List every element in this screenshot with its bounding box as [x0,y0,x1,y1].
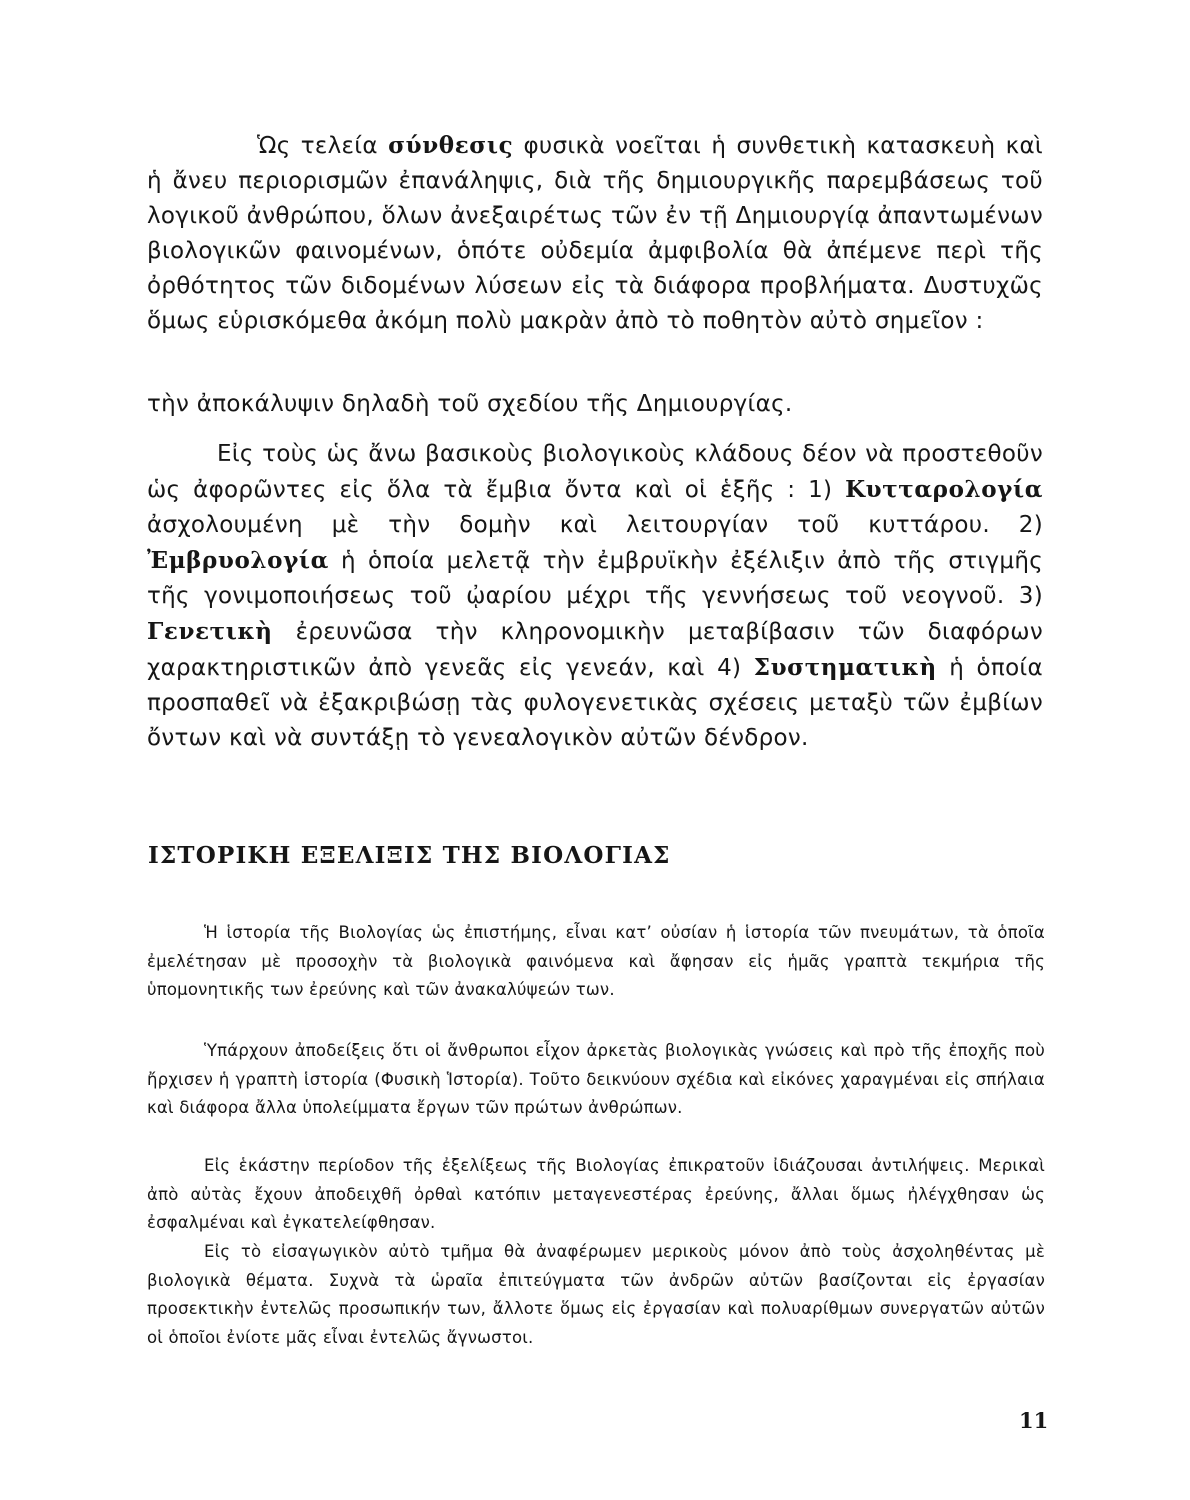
paragraph-branches [147,437,1043,756]
bold-term-synthesis: σύνθεσις [388,132,514,159]
history-paragraph-4: Εἰς τὸ εἰσαγωγικὸν αὐτὸ τμῆμα θὰ ἀναφέρωμεν μερικοὺς μόνον ἀπὸ τοὺς ἀσχοληθέντας μὲ βιολογικὰ θέματα. Συχνὰ τὰ ὡραῖα ἐπιτεύγματα τῶν ἀνδρῶν αὐτῶν βασίζονται εἰς ἐργασίαν προσεκτικὴν ἐντελῶς προσωπικήν των, ἄλλοτε ὅμως εἰς ἐργασίαν καὶ πολυαρίθμων συνεργατῶν αὐτῶν οἱ ὁποῖοι ἐνίοτε μᾶς εἶναι ἐντελῶς ἄγνωστοι. [147,1242,1045,1347]
paragraph-text: φυσικὰ νοεῖται ἡ συνθετικὴ κατασκευὴ καὶ ἡ ἄνευ περιορισμῶν ἐπανάληψις, διὰ τῆς δημιουργικῆς παρεμβάσεως τοῦ λογικοῦ ἀνθρώπου, ὅλων ἀνεξαιρέτως τῶν ἐν τῇ Δημιουργίᾳ ἀπαντωμένων βιολογικῶν φαινομένων, ὁπότε οὐδεμία ἀμφιβολία θὰ ἀπέμενε περὶ τῆς ὀρθότητος τῶν διδομένων λύσεων εἰς τὰ διάφορα προβλήματα. Δυστυχῶς ὅμως εὑρισκόμεθα ἀκόμη πολὺ μακρὰν ἀπὸ τὸ ποθητὸν αὐτὸ σημεῖον : [147,133,1043,334]
bold-term-embryology: Ἐμβρυολογία [147,547,329,574]
paragraph-text: ἀσχολουμένη μὲ τὴν δομὴν καὶ λειτουργίαν τοῦ κυττάρου. 2) [147,512,1043,538]
bold-term-genetics: Γενετικὴ [147,618,273,645]
paragraph-text: ἐρευνῶσα τὴν κληρονομικὴν μεταβίβασιν τῶν διαφόρων χαρακτηριστικῶν ἀπὸ γενεᾶς εἰς γενεάν, καὶ 4) [147,619,1043,681]
paragraph-synthesis [147,128,1043,339]
history-paragraph-3: Εἰς ἑκάστην περίοδον τῆς ἐξελίξεως τῆς Βιολογίας ἐπικρατοῦν ἰδιάζουσαι ἀντιλήψεις. Μερικαὶ ἀπὸ αὐτὰς ἔχουν ἀποδειχθῆ ὀρθαὶ κατόπιν μεταγενεστέρας ἐρεύνης, ἄλλαι ὅμως ἠλέγχθησαν ὡς ἐσφαλμέναι καὶ ἐγκατελείφθησαν. [147,1156,1045,1233]
history-paragraph-1: Ἡ ἱστορία τῆς Βιολογίας ὡς ἐπιστήμης, εἶναι κατ’ οὐσίαν ἡ ἱστορία τῶν πνευμάτων, τὰ ὁποῖα ἐμελέτησαν μὲ προσοχὴν τὰ βιολογικὰ φαινόμενα καὶ ἄφησαν εἰς ἡμᾶς γραπτὰ τεκμήρια τῆς ὑπομονητικῆς των ἐρεύνης καὶ τῶν ἀνακαλύψεών των. [147,923,1045,1000]
paragraph-text: ἡ ὁποία μελετᾷ τὴν ἐμβρυϊκὴν ἐξέλιξιν ἀπὸ τῆς στιγμῆς τῆς γονιμοποιήσεως τοῦ ᾠαρίου μέχρι τῆς γεννήσεως τοῦ νεογνοῦ. 3) [147,548,1043,609]
paragraph-revelation: τὴν ἀποκάλυψιν δηλαδὴ τοῦ σχεδίου τῆς Δημιουργίας. [147,391,793,417]
bold-term-systematics: Συστηματικὴ [753,654,937,681]
section-heading: ΙΣΤΟΡΙΚΗ ΕΞΕΛΙΞΙΣ ΤΗΣ ΒΙΟΛΟΓΙΑΣ [148,842,671,869]
paragraph-text: ἡ ὁποία προσπαθεῖ νὰ ἐξακριβώσῃ τὰς φυλογενετικὰς σχέσεις μεταξὺ τῶν ἐμβίων ὄντων καὶ νὰ συντάξῃ τὸ γενεαλογικὸν αὐτῶν δένδρον. [147,655,1043,751]
paragraph-text: Ὡς τελεία [257,133,389,159]
bold-term-cytology: Κυτταρολογία [845,476,1043,503]
page-number: 11 [1019,1408,1049,1433]
paragraph-text: Εἰς τοὺς ὡς ἄνω βασικοὺς βιολογικοὺς κλάδους δέον νὰ προστεθοῦν ὡς ἀφορῶντες εἰς ὅλα τὰ ἔμβια ὄντα καὶ οἱ ἑξῆς : 1) [147,441,1043,503]
history-paragraph-2: Ὑπάρχουν ἀποδείξεις ὅτι οἱ ἄνθρωποι εἶχον ἀρκετὰς βιολογικὰς γνώσεις καὶ πρὸ τῆς ἐποχῆς ποὺ ἤρχισεν ἡ γραπτὴ ἱστορία (Φυσικὴ Ἱστορία). Τοῦτο δεικνύουν σχέδια καὶ εἰκόνες χαραγμέναι εἰς σπήλαια καὶ διάφορα ἄλλα ὑπολείμματα ἔργων τῶν πρώτων ἀνθρώπων. [147,1041,1045,1118]
